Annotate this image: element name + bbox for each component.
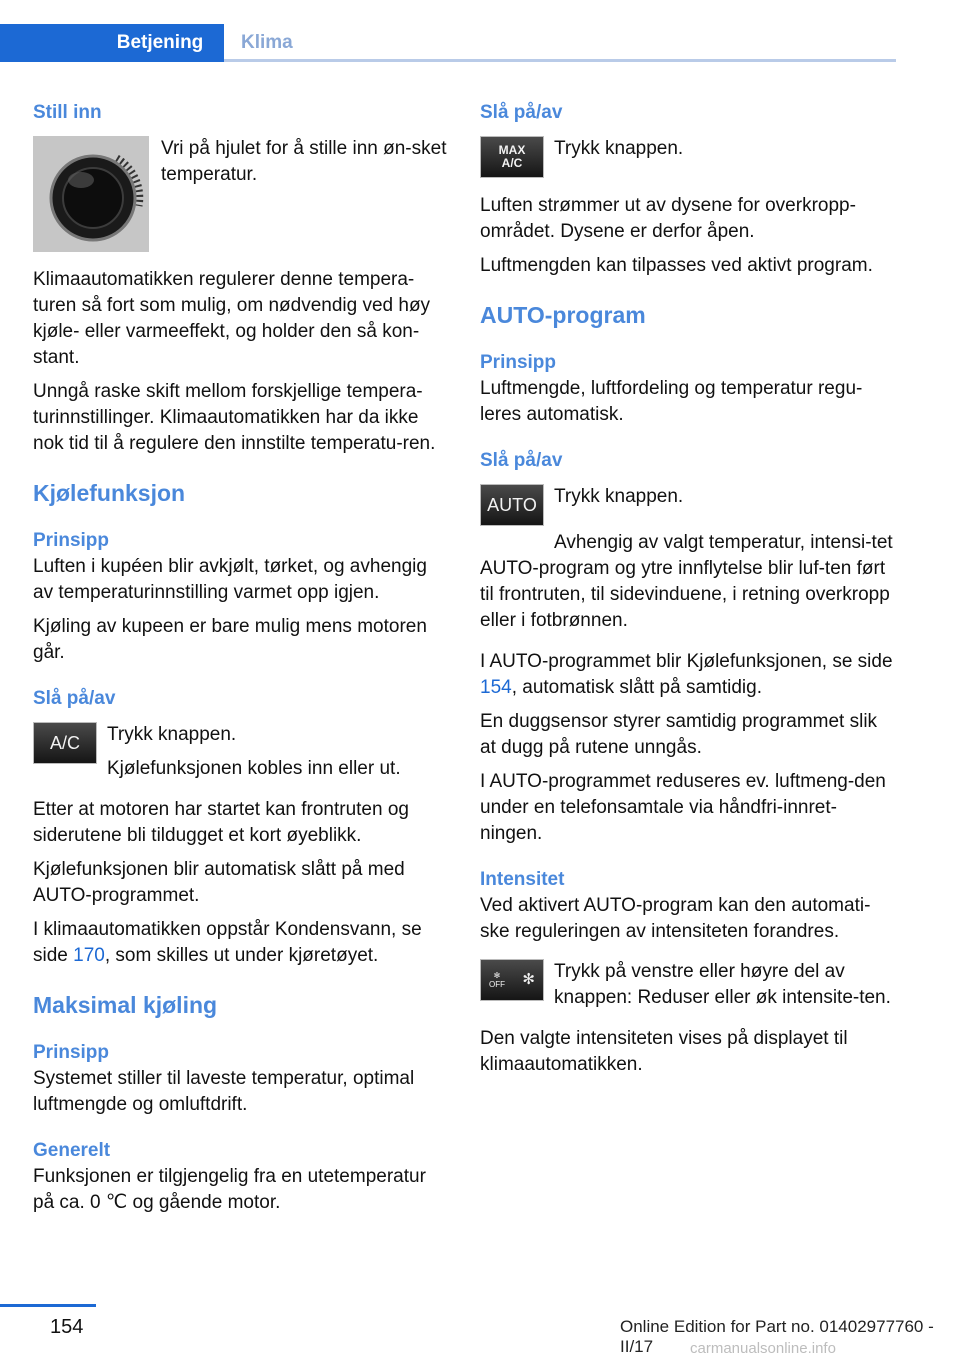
auto-button-icon: AUTO bbox=[480, 484, 544, 526]
intensity-paragraph-1: Ved aktivert AUTO-program kan den automati-ske reguleringen av intensiteten forandres. bbox=[480, 895, 871, 942]
max-ac-button-row bbox=[480, 136, 898, 178]
page-number: 154 bbox=[50, 1316, 84, 1338]
header-rule bbox=[224, 59, 896, 62]
edition-note: Online Edition for Part no. 01402977760 - II/17 bbox=[620, 1317, 934, 1356]
intensity-paragraph-2: Den valgte intensiteten vises på displayet til klimaautomatikken. bbox=[480, 1028, 848, 1075]
watermark: carmanualsonline.info bbox=[690, 1340, 836, 1357]
cooling-principle-paragraph-2: Kjøling av kupeen er bare mulig mens motoren går. bbox=[33, 616, 427, 663]
still-inn-text: Vri på hjulet for å stille inn øn-sket temperatur. bbox=[161, 138, 447, 185]
cooling-p5-text-a: I klimaautomatikken oppstår Kondensvann, se side bbox=[33, 919, 422, 966]
intro-paragraph-2: Unngå raske skift mellom forskjellige tempera-turinnstillinger. Klimaautomatikken har da ikke nok tid til å regulere den innstilte temperatu-ren. bbox=[33, 381, 436, 454]
cooling-principle-heading: Prinsipp bbox=[33, 530, 110, 551]
tab-betjening[interactable]: Betjening bbox=[96, 24, 224, 62]
max-ac-line-2: A/C bbox=[501, 156, 523, 170]
auto-principle-heading: Prinsipp bbox=[480, 352, 557, 373]
auto-p1-text-b: , automatisk slått på samtidig. bbox=[511, 677, 762, 698]
auto-title: AUTO-program bbox=[480, 302, 646, 328]
ac-button-icon: A/C bbox=[33, 722, 97, 764]
max-paragraph-1: Luften strømmer ut av dysene for overkropp-området. Dysene er derfor åpen. bbox=[480, 195, 856, 242]
ac-button-row bbox=[33, 722, 451, 782]
intensity-heading: Intensitet bbox=[480, 869, 565, 890]
temperature-wheel-icon bbox=[33, 136, 149, 252]
page-link-154[interactable]: 154 bbox=[480, 677, 512, 698]
footer-rule bbox=[0, 1304, 96, 1307]
auto-paragraph-2: En duggsensor styrer samtidig programmet slik at dugg på rutene unngås. bbox=[480, 711, 878, 758]
page-link-170[interactable]: 170 bbox=[73, 945, 105, 966]
fan-small-glyph: ✻ bbox=[493, 971, 501, 980]
cooling-paragraph-4: Kjølefunksjonen blir automatisk slått på med AUTO-programmet. bbox=[33, 859, 405, 906]
ac-button-text bbox=[97, 722, 401, 782]
still-inn-heading: Still inn bbox=[33, 102, 102, 123]
ac-instruction: Trykk knappen. bbox=[107, 724, 237, 745]
max-ac-instruction: Trykk knappen. bbox=[554, 138, 684, 159]
intensity-off-label: OFF bbox=[489, 980, 505, 989]
right-column bbox=[480, 100, 898, 1078]
auto-paragraph-3: I AUTO-programmet reduseres ev. luftmeng-den under en telefonsamtale via håndfri-innret-ningen. bbox=[480, 771, 886, 844]
auto-principle-paragraph: Luftmengde, luftfordeling og temperatur regu-leres automatisk. bbox=[480, 378, 863, 425]
maxcool-title: Maksimal kjøling bbox=[33, 992, 218, 1018]
tab-klima[interactable]: Klima bbox=[241, 32, 293, 53]
cooling-paragraph-5 bbox=[33, 917, 451, 969]
auto-onoff-heading: Slå på/av bbox=[480, 450, 563, 471]
max-ac-button-icon bbox=[480, 136, 544, 178]
max-onoff-heading: Slå på/av bbox=[480, 102, 563, 123]
auto-paragraph-1 bbox=[480, 649, 898, 701]
cooling-principle-paragraph-1: Luften i kupéen blir avkjølt, tørket, og avhengig av temperaturinnstilling varmet opp igjen. bbox=[33, 556, 427, 603]
maxcool-general-heading: Generelt bbox=[33, 1140, 111, 1161]
intensity-button-row bbox=[480, 959, 898, 1011]
intensity-button-icon bbox=[480, 959, 544, 1001]
ac-result: Kjølefunksjonen kobles inn eller ut. bbox=[107, 758, 401, 779]
header-accent-bar bbox=[0, 24, 96, 62]
max-paragraph-2: Luftmengden kan tilpasses ved aktivt program. bbox=[480, 255, 873, 276]
max-ac-line-1: MAX bbox=[498, 143, 526, 157]
auto-button-row bbox=[480, 484, 898, 526]
fan-off-icon bbox=[489, 971, 505, 989]
cooling-onoff-heading: Slå på/av bbox=[33, 688, 116, 709]
intro-paragraph-1: Klimaautomatikken regulerer denne tempera-turen så fort som mulig, om nødvendig ved høy kjøle- eller varmeeffekt, og holder den så kon-stant. bbox=[33, 269, 431, 368]
maxcool-principle-paragraph: Systemet stiller til laveste temperatur, optimal luftmengde og omluftdrift. bbox=[33, 1068, 415, 1115]
maxcool-principle-heading: Prinsipp bbox=[33, 1042, 110, 1063]
maxcool-general-paragraph: Funksjonen er tilgjengelig fra en utetemperatur på ca. 0 ℃ og gående motor. bbox=[33, 1166, 426, 1213]
auto-description: Avhengig av valgt temperatur, intensi-tet AUTO-program og ytre innflytelse blir luf-ten ført til frontruten, til sidevinduene, i retning overkropp eller i fotbrønnen. bbox=[480, 532, 893, 631]
cooling-p5-text-b: , som skilles ut under kjøretøyet. bbox=[104, 945, 379, 966]
intensity-instruction: Trykk på venstre eller høyre del av knappen: Reduser eller øk intensite-ten. bbox=[554, 961, 891, 1008]
left-column bbox=[33, 100, 451, 1216]
cooling-paragraph-3: Etter at motoren har startet kan frontruten og siderutene bli tildugget et kort øyeblikk. bbox=[33, 799, 409, 846]
cooling-title: Kjølefunksjon bbox=[33, 480, 186, 506]
auto-instruction: Trykk knappen. bbox=[554, 486, 684, 507]
still-inn-figure-row bbox=[33, 136, 451, 252]
page-header bbox=[0, 0, 960, 62]
fan-large-icon: ✻ bbox=[522, 971, 535, 988]
auto-p1-text-a: I AUTO-programmet blir Kjølefunksjonen, se side bbox=[480, 651, 893, 672]
